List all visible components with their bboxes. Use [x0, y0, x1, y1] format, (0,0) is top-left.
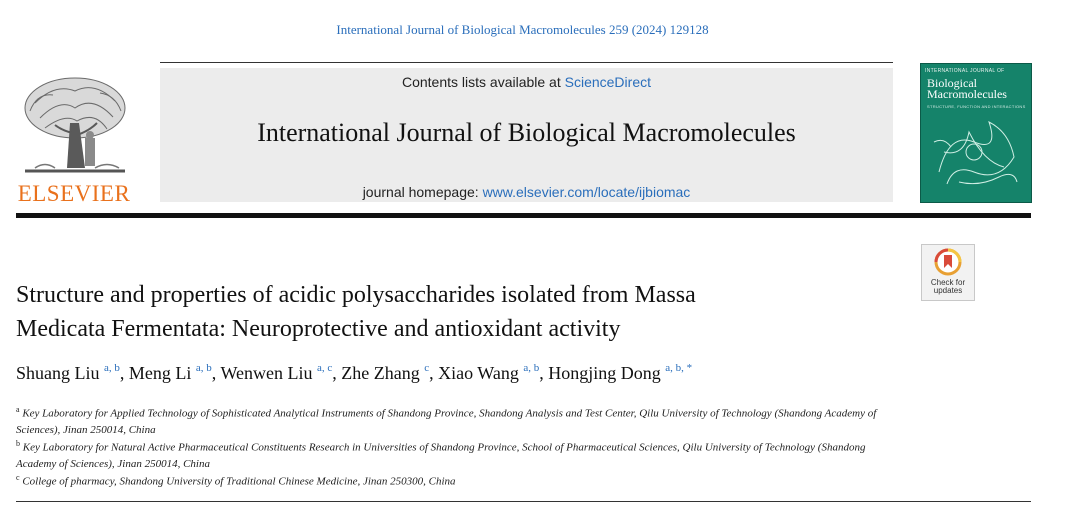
- affiliation-b: [16, 436, 896, 472]
- affiliation-a: [16, 402, 896, 438]
- check-for-updates-button[interactable]: [921, 244, 975, 301]
- journal-homepage-link[interactable]: www.elsevier.com/locate/ijbiomac: [482, 184, 691, 200]
- contents-available-line: [160, 74, 893, 90]
- affiliation-c: [16, 470, 896, 490]
- journal-citation[interactable]: International Journal of Biological Macromolecules 259 (2024) 129128: [336, 22, 709, 37]
- cover-subtitle: STRUCTURE, FUNCTION AND INTERACTIONS: [927, 104, 1026, 109]
- author-affiliation-marker[interactable]: a, b: [104, 362, 120, 374]
- article-title-line2: Medicata Fermentata: Neuroprotective and antioxidant activity: [16, 316, 621, 342]
- author-affiliation-marker[interactable]: a, b: [523, 362, 540, 374]
- affiliation-mark: c: [16, 473, 20, 482]
- author-name[interactable]: Hongjing Dong: [548, 363, 661, 383]
- top-divider: [160, 62, 893, 63]
- author-separator: ,: [119, 363, 129, 383]
- cover-top-text: INTERNATIONAL JOURNAL OF: [925, 68, 1005, 74]
- journal-title: International Journal of Biological Macromolecules: [257, 118, 796, 147]
- author-affiliation-marker[interactable]: a, b: [195, 362, 212, 374]
- affiliation-text: College of pharmacy, Shandong University of Traditional Chinese Medicine, Jinan 250300, China: [22, 475, 456, 488]
- sciencedirect-link[interactable]: ScienceDirect: [564, 74, 651, 90]
- author-name[interactable]: Shuang Liu: [16, 363, 100, 383]
- elsevier-wordmark: ELSEVIER: [17, 181, 131, 206]
- author-list: [16, 363, 916, 384]
- journal-cover-thumbnail[interactable]: [920, 63, 1032, 203]
- check-updates-label: [922, 279, 974, 295]
- header-thick-divider: [16, 213, 1031, 218]
- cover-title: [927, 78, 1027, 100]
- journal-homepage-line: [160, 184, 893, 200]
- author-name[interactable]: Meng Li: [128, 363, 192, 383]
- cover-molecule-art: [929, 112, 1024, 194]
- check-updates-line2: updates: [933, 286, 963, 295]
- homepage-prefix: journal homepage:: [362, 184, 483, 200]
- elsevier-tree-logo: [15, 73, 133, 183]
- affiliation-mark: a: [16, 405, 20, 414]
- affiliation-text: Key Laboratory for Applied Technology of Sophisticated Analytical Instruments of Shandong Province, Shandong Analysis and Test Center, Qilu University of Technology (Shandong Academy of Sciences), Jinan 250014, China: [16, 407, 877, 436]
- author-separator: ,: [332, 363, 342, 383]
- author-separator: ,: [539, 363, 549, 383]
- check-updates-line1: Check for: [930, 278, 966, 287]
- author-affiliation-marker[interactable]: a, c: [317, 362, 333, 374]
- author-separator: ,: [211, 363, 221, 383]
- article-title-line1: Structure and properties of acidic polysaccharides isolated from Massa: [16, 282, 696, 308]
- contents-prefix: Contents lists available at: [401, 74, 565, 90]
- author-name[interactable]: Wenwen Liu: [220, 363, 313, 383]
- article-title: [16, 278, 916, 346]
- cover-title-line2: Macromolecules: [927, 87, 1007, 101]
- affiliation-mark: b: [16, 439, 20, 448]
- author-name[interactable]: Zhe Zhang: [341, 363, 420, 383]
- affiliation-text: Key Laboratory for Natural Active Pharmaceutical Constituents Research in Universities of Shandong Province, School of Pharmaceutical Sciences, Qilu University of Technology (Shandong Academy of Sciences), Jinan 250014, China: [16, 441, 866, 470]
- author-affiliation-marker[interactable]: c: [424, 362, 430, 374]
- author-affiliation-marker[interactable]: a, b, *: [665, 362, 693, 374]
- cover-title-line1: Biological: [927, 76, 977, 90]
- author-separator: ,: [429, 363, 439, 383]
- bottom-divider: [16, 501, 1031, 502]
- check-updates-icon: [922, 245, 974, 279]
- author-name[interactable]: Xiao Wang: [438, 363, 519, 383]
